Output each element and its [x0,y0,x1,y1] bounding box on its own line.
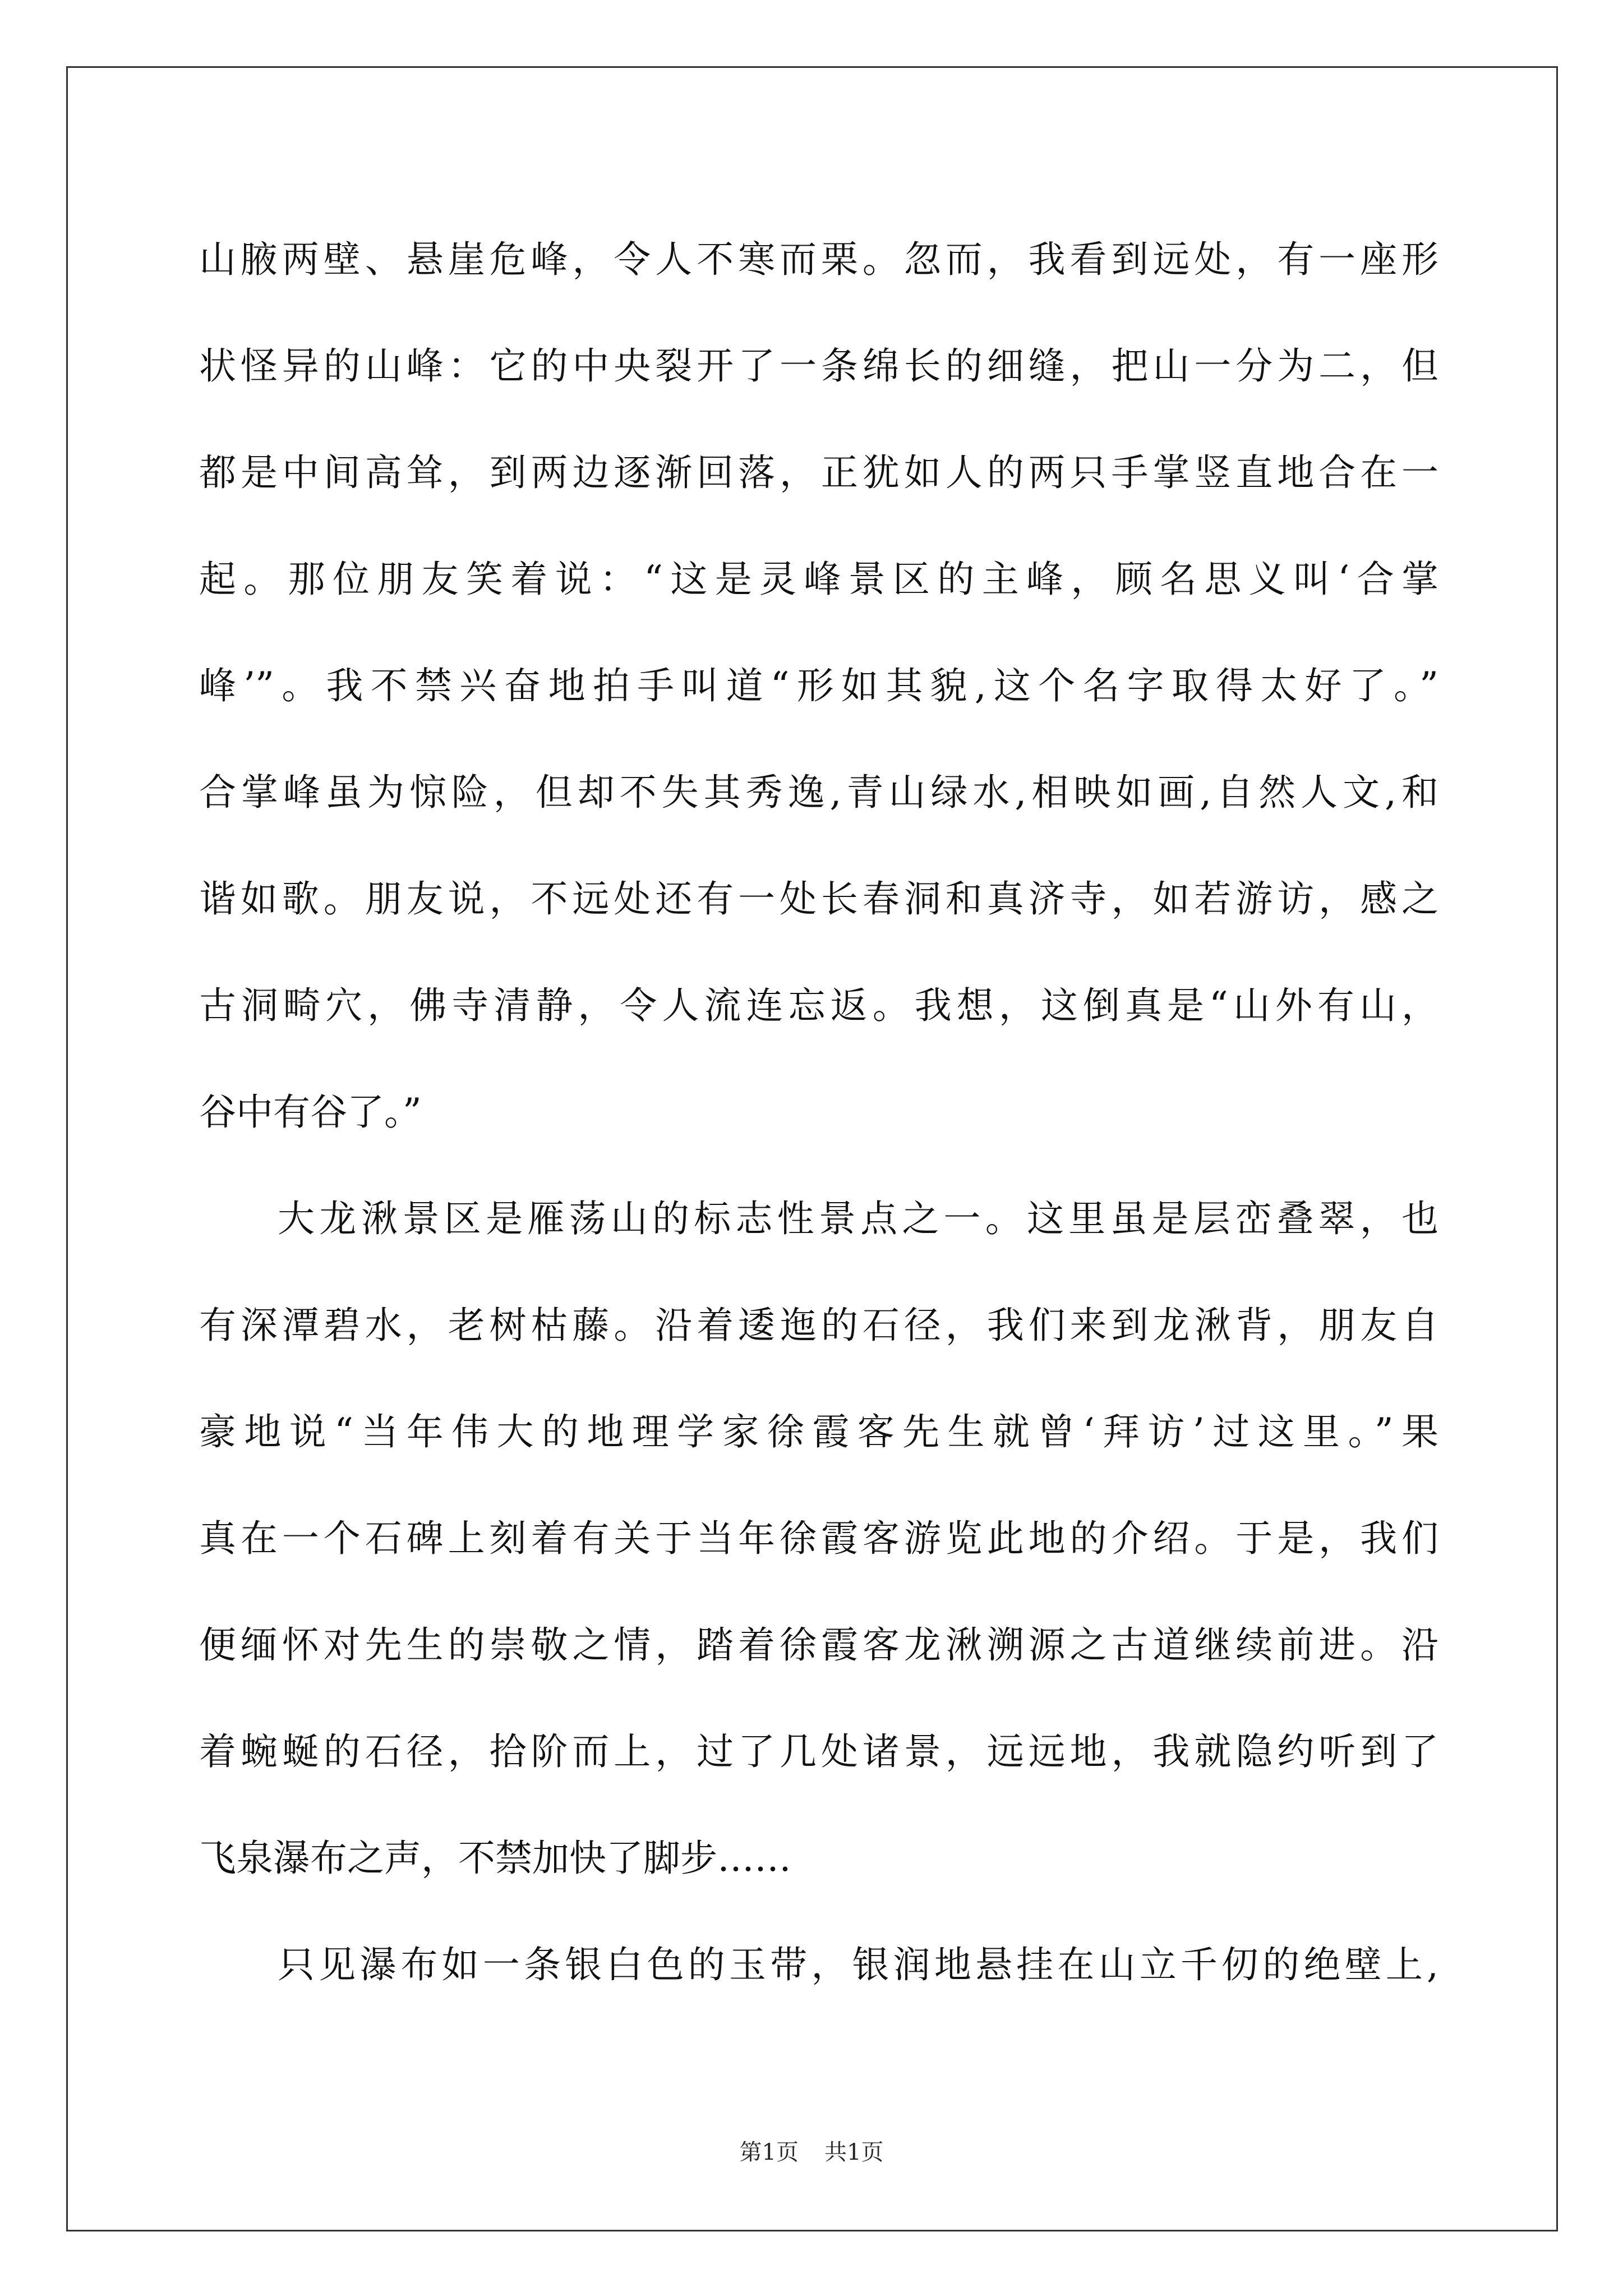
text-line: 山腋两壁、悬崖危峰，令人不寒而栗。忽而，我看到远处，有一座形 [199,238,1438,281]
text-line: 起。那位朋友笑着说：“这是灵峰景区的主峰，顾名思义叫‘合掌 [199,558,1438,601]
document-body [199,206,1438,2018]
text-line: 有深潭碧水，老树枯藤。沿着逶迤的石径，我们来到龙湫背，朋友自 [199,1304,1438,1347]
text-line: 都是中间高耸，到两边逐渐回落，正犹如人的两只手掌竖直地合在一 [199,451,1438,494]
text-line: 大龙湫景区是雁荡山的标志性景点之一。这里虽是层峦叠翠，也 [278,1197,1438,1240]
text-line: 合掌峰虽为惊险，但却不失其秀逸,青山绿水,相映如画,自然人文,和 [199,771,1438,814]
text-line: 豪地说“当年伟大的地理学家徐霞客先生就曾‘拜访’过这里。”果 [199,1410,1438,1453]
page-number: 第1页 [739,2139,799,2165]
text-line: 状怪异的山峰：它的中央裂开了一条绵长的细缝，把山一分为二，但 [199,344,1438,388]
text-line: 古洞畸穴，佛寺清静，令人流连忘返。我想，这倒真是“山外有山， [199,984,1438,1027]
page-footer [0,2134,1623,2166]
text-line: 峰’”。我不禁兴奋地拍手叫道“形如其貌,这个名字取得太好了。” [199,664,1438,707]
text-line: 着蜿蜒的石径，拾阶而上，过了几处诸景，远远地，我就隐约听到了 [199,1730,1438,1773]
text-line: 便缅怀对先生的崇敬之情，踏着徐霞客龙湫溯源之古道继续前进。沿 [199,1623,1438,1667]
page-total: 共1页 [824,2139,884,2165]
text-line: 谷中有谷了。” [199,1091,422,1134]
text-line: 飞泉瀑布之声，不禁加快了脚步…… [199,1837,791,1880]
text-line: 真在一个石碑上刻着有关于当年徐霞客游览此地的介绍。于是，我们 [199,1517,1438,1560]
text-line: 只见瀑布如一条银白色的玉带，银润地悬挂在山立千仞的绝壁上, [278,1943,1438,1986]
text-line: 谐如歌。朋友说，不远处还有一处长春洞和真济寺，如若游访，感之 [199,877,1438,921]
